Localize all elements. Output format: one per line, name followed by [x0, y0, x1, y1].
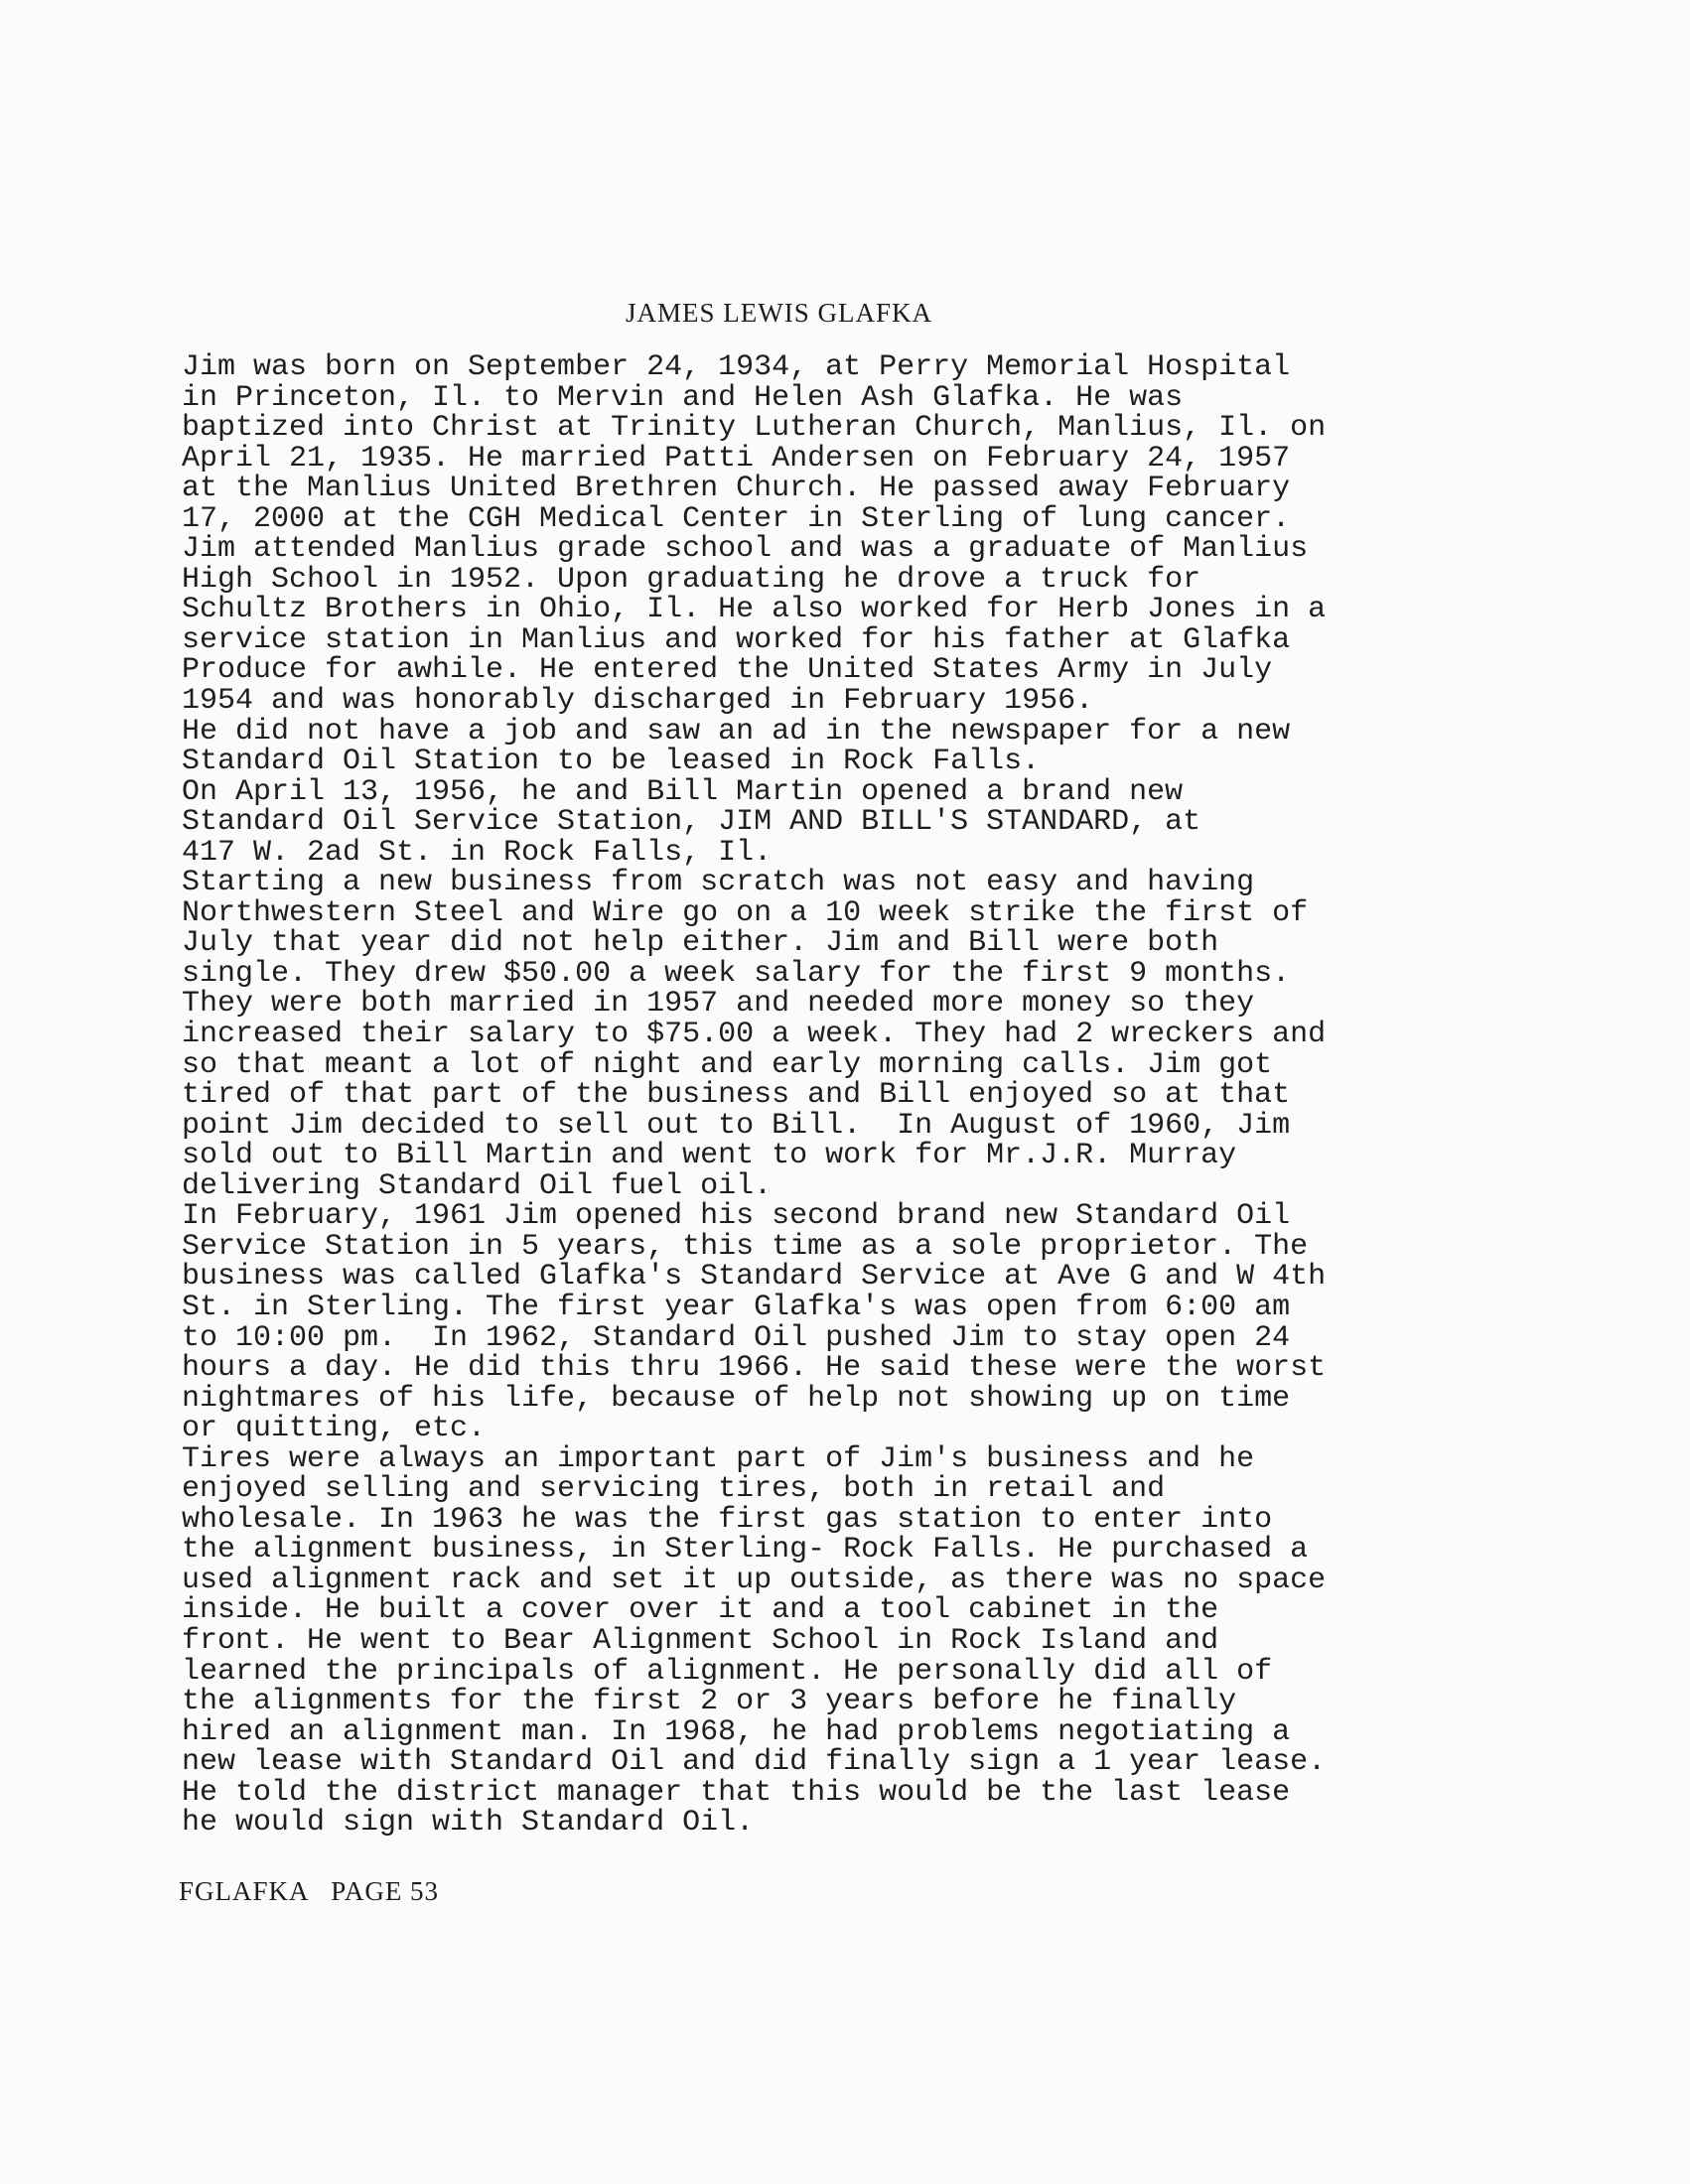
text-line: Standard Oil Station to be leased in Rock Falls.	[182, 745, 1041, 779]
text-line: Produce for awhile. He entered the United States Army in July	[182, 653, 1273, 688]
page-number: PAGE 53	[331, 1876, 440, 1906]
text-line: July that year did not help either. Jim and Bill were both	[182, 926, 1219, 961]
text-line: or quitting, etc.	[182, 1412, 487, 1446]
text-line: Tires were always an important part of Jim's business and he	[182, 1441, 1255, 1476]
text-line: Starting a new business from scratch was not easy and having	[182, 866, 1255, 900]
text-line: Jim was born on September 24, 1934, at Perry Memorial Hospital	[182, 350, 1291, 384]
text-line: the alignments for the first 2 or 3 years before he finally	[182, 1685, 1237, 1719]
text-line: increased their salary to $75.00 a week. They had 2 wreckers and	[182, 1018, 1327, 1052]
text-line: enjoyed selling and servicing tires, both in retail and	[182, 1472, 1166, 1507]
text-line: business was called Glafka's Standard Service at Ave G and W 4th	[182, 1260, 1327, 1295]
text-line: Northwestern Steel and Wire go on a 10 week strike the first of	[182, 895, 1309, 930]
text-line: Jim attended Manlius grade school and was a graduate of Manlius	[182, 532, 1309, 567]
text-line: learned the principals of alignment. He personally did all of	[182, 1654, 1273, 1689]
text-line: Service Station in 5 years, this time as a sole proprietor. The	[182, 1229, 1309, 1264]
text-line: so that meant a lot of night and early morning calls. Jim got	[182, 1047, 1273, 1082]
text-line: to 10:00 pm. In 1962, Standard Oil pushed Jim to stay open 24	[182, 1320, 1291, 1355]
text-line: He told the district manager that this would be the last lease	[182, 1775, 1291, 1810]
footer-label: FGLAFKA	[179, 1876, 309, 1906]
text-line: he would sign with Standard Oil.	[182, 1806, 755, 1841]
text-line: sold out to Bill Martin and went to work for Mr.J.R. Murray	[182, 1139, 1237, 1173]
page-footer	[179, 1876, 439, 1907]
text-line: single. They drew $50.00 a week salary for the first 9 months.	[182, 956, 1291, 991]
text-line: delivering Standard Oil fuel oil.	[182, 1168, 773, 1203]
text-line: hours a day. He did this thru 1966. He said these were the worst	[182, 1351, 1327, 1386]
text-line: wholesale. In 1963 he was the first gas station to enter into	[182, 1502, 1273, 1537]
text-line: inside. He built a cover over it and a tool cabinet in the	[182, 1593, 1219, 1628]
text-line: In February, 1961 Jim opened his second brand new Standard Oil	[182, 1199, 1291, 1234]
text-line: April 21, 1935. He married Patti Andersen on February 24, 1957	[182, 441, 1291, 476]
text-line: They were both married in 1957 and needed more money so they	[182, 987, 1255, 1022]
text-line: front. He went to Bear Alignment School in Rock Island and	[182, 1623, 1219, 1658]
text-line: point Jim decided to sell out to Bill. In August of 1960, Jim	[182, 1108, 1291, 1143]
text-line: the alignment business, in Sterling- Rock Falls. He purchased a	[182, 1533, 1309, 1568]
text-line: Schultz Brothers in Ohio, Il. He also worked for Herb Jones in a	[182, 593, 1327, 627]
page-title: JAMES LEWIS GLAFKA	[626, 298, 933, 328]
text-line: tired of that part of the business and Bill enjoyed so at that	[182, 1078, 1291, 1113]
text-line: He did not have a job and saw an ad in the newspaper for a new	[182, 714, 1291, 749]
text-line: baptized into Christ at Trinity Lutheran Church, Manlius, Il. on	[182, 411, 1327, 446]
body-text	[182, 352, 1482, 1839]
text-line: 417 W. 2ad St. in Rock Falls, Il.	[182, 835, 773, 870]
text-line: hired an alignment man. In 1968, he had problems negotiating a	[182, 1714, 1291, 1749]
text-line: High School in 1952. Upon graduating he drove a truck for	[182, 562, 1201, 597]
text-line: On April 13, 1956, he and Bill Martin opened a brand new	[182, 774, 1184, 809]
text-line: used alignment rack and set it up outside, as there was no space	[182, 1563, 1327, 1597]
text-line: at the Manlius United Brethren Church. He passed away February	[182, 472, 1291, 506]
text-line: Standard Oil Service Station, JIM AND BILL'S STANDARD, at	[182, 805, 1201, 840]
text-line: in Princeton, Il. to Mervin and Helen Ash Glafka. He was	[182, 380, 1184, 415]
text-line: 17, 2000 at the CGH Medical Center in Sterling of lung cancer.	[182, 501, 1291, 536]
text-line: nightmares of his life, because of help not showing up on time	[182, 1381, 1291, 1416]
text-line: new lease with Standard Oil and did finally sign a 1 year lease.	[182, 1745, 1327, 1780]
text-line: 1954 and was honorably discharged in February 1956.	[182, 684, 1094, 719]
text-line: service station in Manlius and worked for his father at Glafka	[182, 622, 1291, 657]
text-line: St. in Sterling. The first year Glafka's was open from 6:00 am	[182, 1290, 1291, 1324]
